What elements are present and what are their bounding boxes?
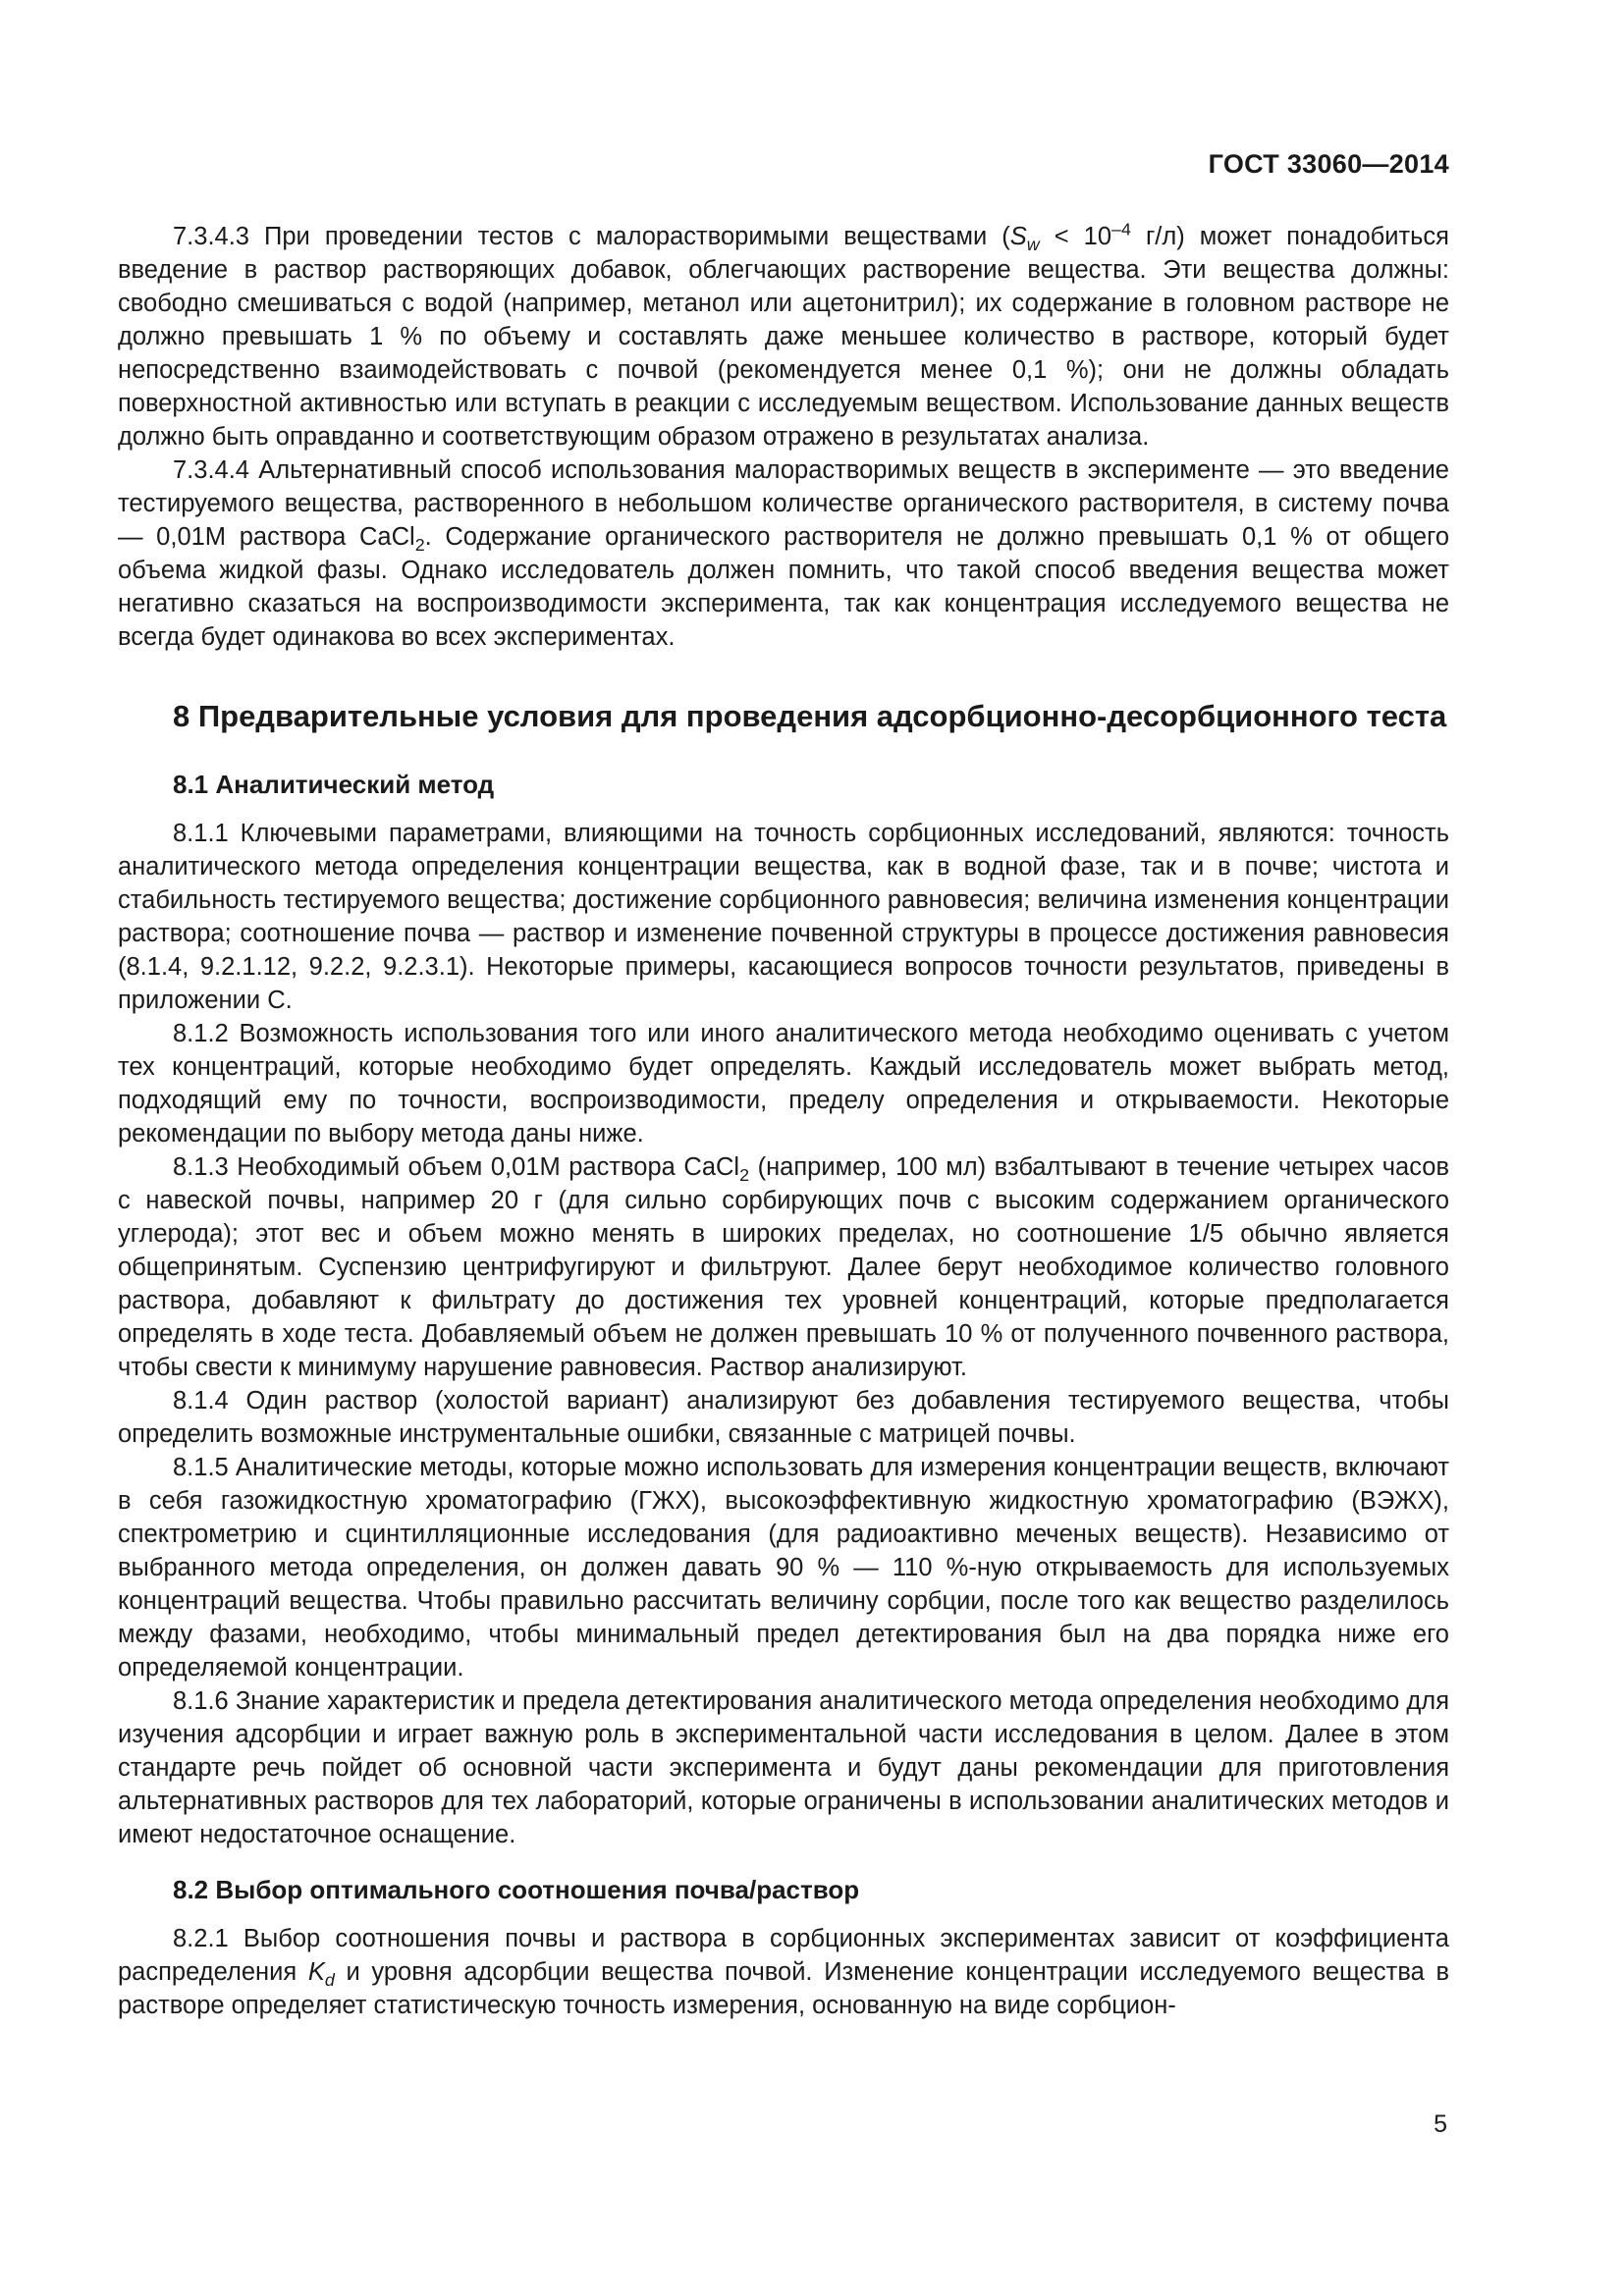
document-body (118, 220, 1449, 2022)
section-8-heading: 8 Предварительные условия для проведения адсорбционно-десорбционного теста (173, 699, 1447, 733)
paragraph-8-1-2: 8.1.2 Возможность использования того или иного аналитического метода необходимо оценивать с учетом тех концентраций, которые необходимо будет определять. Каждый исследователь может выбрать метод, подходящий ему по точности, воспроизводимости, пределу определения и открываемости. Некоторые рекомендации по выбору метода даны ниже. (118, 1020, 1449, 1148)
paragraph-8-1-5: 8.1.5 Аналитические методы, которые можно использовать для измерения концентрации веществ, включают в себя газожидкостную хроматографию (ГЖХ), высокоэффективную жидкостную хроматографию (ВЭЖХ), спектрометрию и сцинтилляционные исследования (для радиоактивно меченых веществ). Независимо от выбранного метода определения, он должен давать 90 % — 110 %-ную открываемость для используемых концентраций вещества. Чтобы правильно рассчитать величину сорбции, после того как вещество разделилось между фазами, необходимо, чтобы минимальный предел детектирования был на два порядка ниже его определяемой концентрации. (118, 1454, 1449, 1682)
document-header: ГОСТ 33060—2014 (1208, 149, 1449, 179)
paragraph-8-1-3: 8.1.3 Необходимый объем 0,01М раствора CaCl$_2$ (например, 100 мл) взбалтывают в течение четырех часов с навеской почвы, например 20 г (для сильно сорбирующих почв с высоким содержанием органического углерода); этот вес и объем можно менять в широких пределах, но соотношение 1/5 обычно является общепринятым. Суспензию центрифугируют и фильтруют. Далее берут необходимое количество головного раствора, добавляют к фильтрату до достижения тех уровней концентраций, которые предполагается определять в ходе теста. Добавляемый объем не должен превышать 10 % от полученного почвенного раствора, чтобы свести к минимуму нарушение равновесия. Раствор анализируют. (118, 1153, 1450, 1381)
page-number: 5 (1434, 2110, 1447, 2138)
subsection-8-2-heading: 8.2 Выбор оптимального соотношения почва/раствор (173, 1875, 860, 1904)
paragraph-8-1-6: 8.1.6 Знание характеристик и предела детектирования аналитического метода определения необходимо для изучения адсорбции и играет важную роль в экспериментальной части исследования в целом. Далее в этом стандарте речь пойдет об основной части эксперимента и будут даны рекомендации для приготовления альтернативных растворов для тех лабораторий, которые ограничены в использовании аналитических методов и имеют недостаточное оснащение. (118, 1687, 1449, 1848)
paragraph-7-3-4-4: 7.3.4.4 Альтернативный способ использования малорастворимых веществ в эксперименте — это введение тестируемого вещества, растворенного в небольшом количестве органического растворителя, в систему почва — 0,01М раствора CaCl$_2$. Содержание органического растворителя не должно превышать 0,1 % от общего объема жидкой фазы. Однако исследователь должен помнить, что такой способ введения вещества может негативно сказаться на воспроизводимости эксперимента, так как концентрация исследуемого вещества не всегда будет одинакова во всех экспериментах. (118, 456, 1450, 651)
paragraph-8-2-1: 8.2.1 Выбор соотношения почвы и раствора в сорбционных экспериментах зависит от коэффициента распределения $K_d$ и уровня адсорбции вещества почвой. Изменение концентрации исследуемого вещества в растворе определяет статистическую точность измерения, основанную на виде сорбцион- (118, 1925, 1449, 2019)
paragraph-8-1-1: 8.1.1 Ключевыми параметрами, влияющими на точность сорбционных исследований, являются: точность аналитического метода определения концентрации вещества, как в водной фазе, так и в почве; чистота и стабильность тестируемого вещества; достижение сорбционного равновесия; величина изменения концентрации раствора; соотношение почва — раствор и изменение почвенной структуры в процессе достижения равновесия (8.1.4, 9.2.1.12, 9.2.2, 9.2.3.1). Некоторые примеры, касающиеся вопросов точности результатов, приведены в приложении С. (118, 820, 1449, 1014)
paragraph-8-1-4: 8.1.4 Один раствор (холостой вариант) анализируют без добавления тестируемого вещества, чтобы определить возможные инструментальные ошибки, связанные с матрицей почвы. (118, 1387, 1449, 1448)
subsection-8-1-heading: 8.1 Аналитический метод (173, 770, 495, 799)
paragraph-7-3-4-3: 7.3.4.3 При проведении тестов с малорастворимыми веществами ($S_w < 10^{-4}$ г/л) может понадобиться введение в раствор растворяющих добавок, облегчающих растворение вещества. Эти вещества должны: свободно смешиваться с водой (например, метанол или ацетонитрил); их содержание в головном растворе не должно превышать 1 % по объему и составлять даже меньшее количество в растворе, который будет непосредственно взаимодействовать с почвой (рекомендуется менее 0,1 %); они не должны обладать поверхностной активностью или вступать в реакции с исследуемым веществом. Использование данных веществ должно быть оправданно и соответствующим образом отражено в результатах анализа. (118, 219, 1449, 451)
